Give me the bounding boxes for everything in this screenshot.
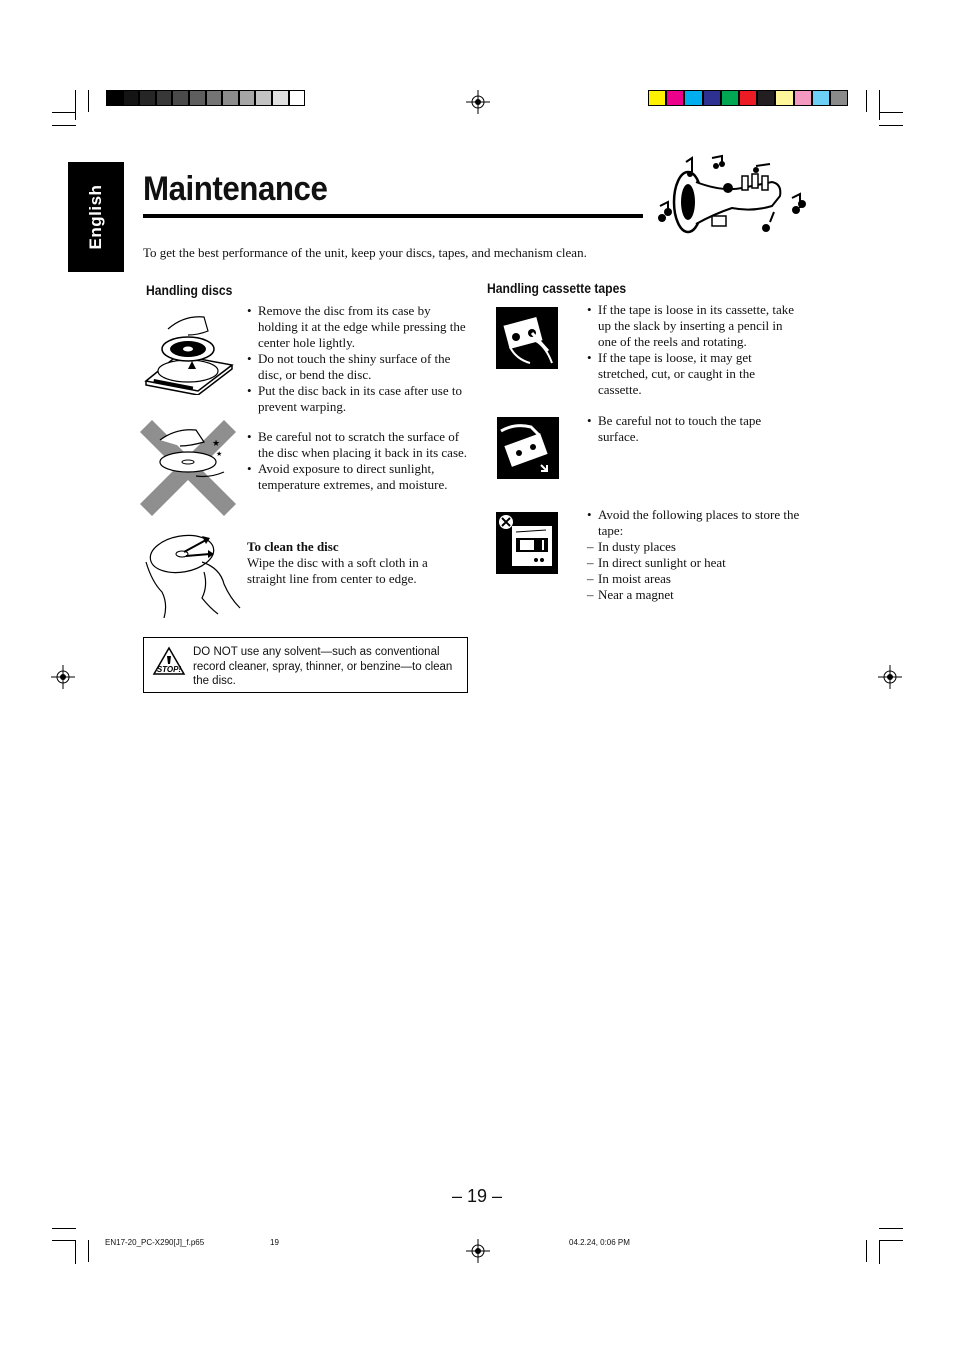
caution-box [143, 637, 468, 693]
list-item: • If the tape is loose, it may get stretched, cut, or caught in the cassette. [587, 350, 801, 398]
registration-target-icon [878, 665, 902, 689]
disc-removal-illustration-icon [144, 305, 234, 395]
disc-cleaning-text: Wipe the disc with a soft cloth in a straight line from center to edge. [247, 555, 428, 586]
list-item: • Avoid the following places to store the tape: [587, 507, 803, 539]
registration-target-icon [466, 1239, 490, 1263]
stop-warning-icon [152, 646, 186, 676]
svg-text:★: ★ [212, 438, 221, 448]
disc-cleaning-section [247, 539, 469, 587]
svg-text:★: ★ [216, 450, 223, 458]
color-swatch [648, 90, 666, 106]
list-item: • Be careful not to scratch the surface of the disc when placing it back in its case. [247, 429, 469, 461]
color-swatch [830, 90, 848, 106]
list-item: – In dusty places [587, 539, 803, 555]
color-swatch [206, 90, 223, 106]
registration-target-icon [466, 90, 490, 114]
discs-heading: Handling discs [146, 283, 233, 298]
crop-mark [52, 1228, 76, 1229]
color-swatch [721, 90, 739, 106]
language-label: English [86, 184, 105, 250]
crop-mark [52, 112, 76, 113]
crop-mark [75, 1240, 76, 1264]
color-swatch [757, 90, 775, 106]
title-rule [143, 214, 643, 218]
disc-cleaning-illustration-icon [144, 532, 242, 618]
tapes-heading: Handling cassette tapes [487, 281, 627, 296]
color-swatch [239, 90, 256, 106]
tape-storage-illustration [496, 512, 558, 574]
crop-mark [75, 90, 76, 120]
cassette-storage-warning-icon [496, 512, 558, 574]
footer-timestamp: 04.2.24, 0:06 PM [569, 1238, 630, 1247]
color-swatch [739, 90, 757, 106]
language-tab [68, 162, 124, 272]
tapes-bullets-2 [587, 413, 801, 445]
crop-mark [879, 112, 903, 113]
color-swatch [272, 90, 289, 106]
disc-cleaning-title: To clean the disc [247, 539, 339, 554]
color-swatch [255, 90, 272, 106]
crop-mark [879, 1240, 903, 1241]
page-title: Maintenance [143, 170, 328, 208]
color-swatch [222, 90, 239, 106]
tapes-bullets-3 [587, 507, 803, 539]
list-item: – Near a magnet [587, 587, 803, 603]
registration-target-icon [51, 665, 75, 689]
list-item: • Remove the disc from its case by holding it at the edge while pressing the center hole lightly. [247, 303, 469, 351]
storage-places-list [587, 539, 803, 603]
color-swatch [106, 90, 123, 106]
cassette-pencil-icon [496, 307, 558, 369]
page-number: – 19 – [451, 1186, 503, 1206]
tapes-storage-section [587, 507, 803, 603]
list-item: • Be careful not to touch the tape surface. [587, 413, 801, 445]
stop-label: STOP! [156, 665, 182, 674]
tape-slack-illustration [496, 307, 558, 369]
caution-text: DO NOT use any solvent—such as conventional record cleaner, spray, thinner, or benzine—to clean the disc. [193, 646, 453, 687]
color-swatch [775, 90, 793, 106]
color-swatch [794, 90, 812, 106]
crop-mark [52, 1240, 76, 1241]
color-swatch [156, 90, 173, 106]
list-item: • Do not touch the shiny surface of the disc, or bend the disc. [247, 351, 469, 383]
color-swatch [189, 90, 206, 106]
color-swatch [139, 90, 156, 106]
disc-scratch-warning-illustration-icon [140, 420, 236, 516]
color-swatch [172, 90, 189, 106]
list-item: • If the tape is loose in its cassette, take up the slack by inserting a pencil in one of the reels and rotating. [587, 302, 801, 350]
color-swatch [666, 90, 684, 106]
color-swatch [684, 90, 702, 106]
cassette-hand-icon [497, 417, 559, 479]
list-item: • Avoid exposure to direct sunlight, temperature extremes, and moisture. [247, 461, 469, 493]
intro-text: To get the best performance of the unit, keep your discs, tapes, and mechanism clean. [143, 245, 587, 260]
trumpet-illustration-icon [652, 152, 814, 238]
color-swatch [703, 90, 721, 106]
list-item: – In moist areas [587, 571, 803, 587]
crop-mark [879, 1240, 880, 1264]
color-swatch [123, 90, 140, 106]
tapes-bullets-1 [587, 302, 801, 398]
crop-mark [879, 1228, 903, 1229]
crop-mark [879, 90, 880, 120]
crop-mark [866, 90, 867, 112]
color-swatch [289, 90, 306, 106]
color-swatch [812, 90, 830, 106]
list-item: – In direct sunlight or heat [587, 555, 803, 571]
discs-bullets-1 [247, 303, 469, 415]
crop-mark [866, 1240, 867, 1262]
footer-page: 19 [270, 1238, 279, 1247]
footer-filename: EN17-20_PC-X290[J]_f.p65 [105, 1238, 205, 1247]
crop-mark [88, 90, 89, 112]
crop-mark [52, 125, 76, 126]
tape-touch-illustration [497, 417, 559, 479]
discs-bullets-2 [247, 429, 469, 493]
crop-mark [88, 1240, 89, 1262]
list-item: • Put the disc back in its case after use to prevent warping. [247, 383, 469, 415]
crop-mark [879, 125, 903, 126]
